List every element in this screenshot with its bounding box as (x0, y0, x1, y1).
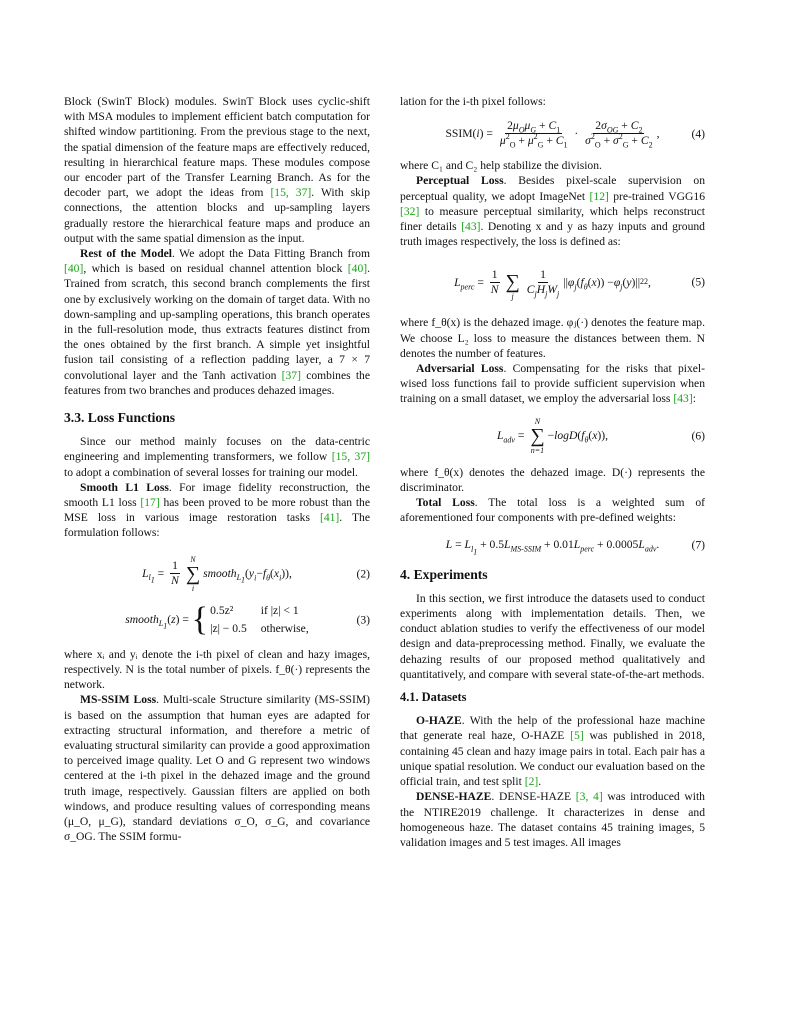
citation[interactable]: [17] (140, 496, 160, 510)
paragraph-o-haze: O-HAZE. With the help of the professional haze machine that generate real haze, O-HAZE [5] was published in 2018, containing 45 clean and hazy image pairs in total. Each pair has a unique spatial resolution. We conduct our evaluation based on the official train, and test split [2]. (400, 714, 705, 789)
equation-5: $L_{perc}$ = $\frac{1}{N}$ ∑ j $\frac{1}{C_jH_jW_j}$ || $\varphi_j$ ( $f_\theta$ ( x )) − $\varphi_j$ ( y )|| 2 2 , (5) (454, 267, 705, 302)
paragraph-experiments-intro: In this section, we first introduce the datasets used to conduct experiments along with implementation details. Then, we conduct ablation studies to verify the effectiveness of our model design and data-preprocessing method. Finally, we evaluate the dehazing results of our proposed method qualitatively and quantitatively, and compare with several state-of-the-art methods. (400, 591, 705, 681)
citation[interactable]: [2] (524, 775, 539, 789)
paragraph-after-eq6: where f_θ(x) denotes the dehazed image. D(·) represents the discriminator. (400, 465, 705, 494)
left-column (64, 94, 370, 844)
citation[interactable]: [41] (319, 511, 340, 525)
equation-number: (7) (691, 538, 705, 552)
paragraph-total-loss: Total Loss. The total loss is a weighted sum of aforementioned four components with pre-defined weights: (400, 496, 705, 525)
citation[interactable]: [15, 37] (270, 186, 312, 200)
paragraph-ms-ssim: MS-SSIM Loss. Multi-scale Structure similarity (MS-SSIM) is based on the assumption that human eyes are adapted for extracting structural information, and therefore a metric of evaluating structural similarity can provide a good approximation to perceived image quality. Let O and G represent two windows centered at the i-th pixel in the dehazed image and the ground truth image, respectively. Gaussian filters are applied on both windows, and produce resulting values of corresponding means (μ_O, μ_G), standard deviations σ_O, σ_G, and covariance σ_OG. The SSIM formu- (64, 693, 370, 844)
section-heading-experiments: 4. Experiments (400, 566, 488, 582)
paragraph-swint: Block (SwinT Block) modules. SwinT Block uses cyclic-shift with MSA modules to implement efficient batch computation for shifted window partitioning. From the previous stage to the next, the spatial dimension of the feature maps are effectively reduced, resulting in hierarchical feature maps. These modules compose our encoder part of the Transfer Learning Branch. As for the decoder part, we adopt the ideas from [15, 37]. With skip connections, the attention blocks and up-sampling layers gradually restore the hierarchical feature maps and produce an output with the same spatial dimension as the input. (64, 95, 370, 245)
citation[interactable]: [43] (461, 220, 481, 234)
paragraph-dense-haze: DENSE-HAZE. DENSE-HAZE [3, 4] was introduced with the NTIRE2019 challenge. It characterizes in dense and homogeneous haze. The dataset contains 45 training images, 5 validation images and 5 test images. All images (400, 790, 705, 849)
equation-number: (4) (691, 127, 705, 141)
paragraph-perceptual-loss: Perceptual Loss. Besides pixel-scale supervision on perceptual quality, we adopt ImageNet [12] pre-trained VGG16 [32] to measure perceptual similarity, which helps reconstruct finer details [43]. Denoting x and y as hazy inputs and ground truth images respectively, the loss is defined as: (400, 174, 706, 249)
paragraph-ssim-intro: lation for the i-th pixel follows: (400, 95, 546, 108)
equation-number: (5) (691, 275, 705, 289)
paragraph-loss-intro: Since our method mainly focuses on the data-centric engineering and implementing transformers, we follow [15, 37] to adopt a combination of several losses for training our model. (64, 435, 370, 479)
equation-number: (2) (356, 567, 370, 581)
equation-7: $L = L_{l_1} + 0.5L_{MS-SSIM} + 0.01L_{perc} + 0.0005L_{adv}$. (7) (445, 538, 705, 557)
paragraph-after-eq4: where C₁ and C₂ help stabilize the division. (400, 159, 602, 173)
paragraph-adversarial-loss: Adversarial Loss. Compensating for the risks that pixel-wised loss functions fail to provide sufficient supervision when training on a small dataset, we employ the adversarial loss [43]: (400, 362, 705, 406)
equation-2: $L_{l_1}$ = $\frac{1}{N}$ N ∑ i smooth$_{L_1}$ ( $y_i$ − $f_\theta$ ( $x_i$ )), (2) (142, 554, 370, 593)
paragraph-rest-of-model: Rest of the Model. We adopt the Data Fitting Branch from [40], which is based on residual channel attention block [40]. Trained from scratch, this second branch complements the first one by exclusively working on the domain of target data. With no down-sampling and up-sampling operations, this branch operates in the full-resolution mode, thus extracts features distinct from the ones obtained by the first branch. A simple yet insightful fusion tail consisting of a reflection padding layer, a 7 × 7 convolutional layer and the Tanh activation [37] combines the features from two branches and produces dehazed images. (64, 247, 371, 397)
equation-3: smooth$_{L_1}$ ( z ) = { 0.5z² if |z| < 1 |z| − 0.5 otherwise, (3) (125, 600, 370, 638)
citation[interactable]: [32] (400, 204, 420, 218)
right-column (400, 94, 705, 850)
equation-4: SSIM( i ) = $\frac{2\mu_O\mu_G + C_1}{\mu^2_O + \mu^2_G + C_1}$ · $\frac{2\sigma_{OG} + C_2}{\sigma^2_O + \sigma^2_G + C_2}$ , (4) (445, 119, 705, 150)
citation[interactable]: [37] (281, 368, 301, 382)
citation[interactable]: [15, 37] (331, 450, 370, 464)
citation[interactable]: [5] (570, 729, 584, 743)
citation[interactable]: [43] (673, 392, 693, 406)
equation-6: $L_{adv}$ = N ∑ n=1 − logD ( $f_\theta$ ( x )), (6) (496, 416, 705, 455)
paragraph-after-equations: where xᵢ and yᵢ denote the i-th pixel of clean and hazy images, respectively. N is the total number of pixels. f_θ(·) represents the network. (64, 647, 370, 692)
paragraph-smooth-l1: Smooth L1 Loss. For image fidelity reconstruction, the smooth L1 loss [17] has been proved to be more robust than the MSE loss in various image restoration tasks [41]. The formulation follows: (64, 480, 370, 540)
citation[interactable]: [3, 4] (575, 790, 603, 804)
subsection-heading-datasets: 4.1. Datasets (400, 690, 467, 705)
section-heading-loss-functions: 3.3. Loss Functions (64, 410, 176, 426)
citation[interactable]: [40] (347, 262, 368, 276)
paragraph-after-eq5: where f_θ(x) is the dehazed image. φⱼ(·) denotes the feature map. We choose L₂ loss to measure the distances between them. N denotes the number of features. (400, 316, 705, 360)
equation-number: (6) (691, 429, 705, 443)
citation[interactable]: [40] (64, 262, 84, 276)
equation-number: (3) (356, 613, 370, 627)
citation[interactable]: [12] (589, 189, 609, 203)
